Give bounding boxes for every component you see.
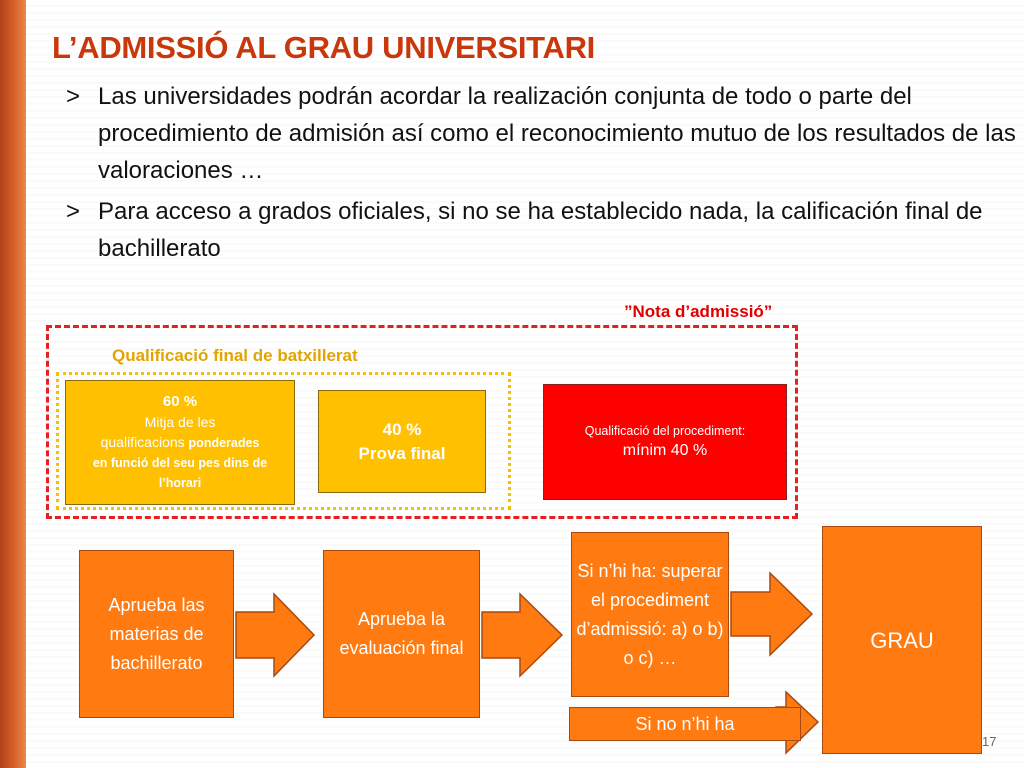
arrow-right-icon (731, 573, 812, 655)
step-aprueba-materias: Aprueba las materias de bachillerato (79, 550, 234, 718)
arrow-right-icon (482, 594, 562, 676)
box-60-percent-value: 60 % (162, 393, 198, 410)
procediment-minimum: mínim 40 % (622, 442, 708, 459)
bullet-arrow-icon: > (66, 83, 81, 110)
nota-admissio-label: ”Nota d’admissió” (624, 302, 773, 321)
qualificacio-label: Qualificació final de batxillerat (112, 346, 358, 365)
bullet-item (66, 78, 1016, 189)
box-60-line2: qualificacions ponderades (100, 434, 260, 450)
step-procediment-admissio: Si n’hi ha: superar el procediment d’admissió: a) o b) o c) … (571, 532, 729, 697)
page-number: 17 (982, 734, 997, 749)
bullet-arrow-icon: > (66, 198, 81, 225)
box-60-line3: en funció del seu pes dins de (92, 456, 268, 470)
arrow-right-icon (236, 594, 314, 676)
procediment-label: Qualificació del procediment: (584, 424, 746, 438)
box-60-percent (65, 380, 295, 505)
box-60-line4: l’horari (158, 476, 202, 490)
box-40-percent-value: 40 % (382, 419, 422, 439)
bullet-list (66, 78, 1016, 271)
bullet-text: Las universidades podrán acordar la realización conjunta de todo o parte del procedimiento de admisión así como el reconocimiento mutuo de los resultados de las valoraciones … (98, 83, 1016, 184)
grau-box: GRAU (822, 526, 982, 754)
side-decoration-bar (0, 0, 26, 768)
box-40-label: Prova final (358, 443, 446, 463)
bullet-text: Para acceso a grados oficiales, si no se ha establecido nada, la calificación final de bachillerato (98, 198, 983, 262)
step-aprueba-evaluacion: Aprueba la evaluación final (323, 550, 480, 718)
box-40-percent (318, 390, 486, 493)
bullet-item (66, 193, 1016, 267)
box-60-line1: Mitja de les (144, 414, 216, 430)
procediment-box (543, 384, 787, 500)
slide-title: L’ADMISSIÓ AL GRAU UNIVERSITARI (52, 30, 595, 65)
step-si-no-nhi-ha: Si no n’hi ha (569, 707, 801, 741)
